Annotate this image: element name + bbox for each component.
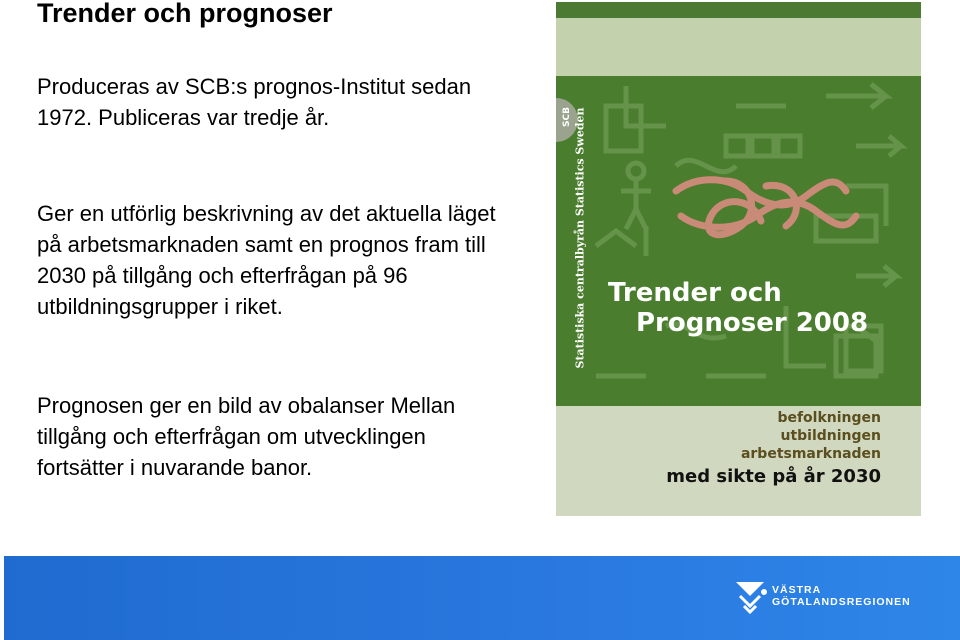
cover-title-line-2: Prognoser 2008 [636, 308, 869, 338]
cover-pattern-graphic [556, 76, 921, 406]
cover-top-band [556, 2, 921, 18]
logo-line-2: GÖTALANDSREGIONEN [772, 596, 911, 608]
cover-subtitle-2: utbildningen [780, 428, 881, 444]
cover-green-panel [556, 76, 921, 406]
logo-line-1: VÄSTRA [772, 584, 822, 596]
report-cover-image [556, 2, 921, 516]
cover-title [608, 278, 868, 338]
paragraph-imbalance: Prognosen ger en bild av obalanser Mellan tillgång och efterfrågan om utvecklingen fortsätter i nuvarande banor. [37, 393, 456, 480]
cover-subtitle-3: arbetsmarknaden [740, 446, 881, 462]
slide-title: Trender och prognoser [37, 0, 333, 28]
paragraph-producer: Produceras av SCB:s prognos-Institut sedan 1972. Publiceras var tredje år. [37, 74, 472, 130]
cover-publisher-text: Statistiska centralbyrån Statistics Sweden [573, 107, 587, 369]
paragraph-description: Ger en utförlig beskrivning av det aktuella läget på arbetsmarknaden samt en prognos fram till 2030 på tillgång och efterfrågan på 96 utbildningsgrupper i riket. [37, 201, 496, 319]
cover-bottom-panel [556, 406, 921, 516]
vastra-gotalandsregionen-logo-icon [734, 580, 770, 614]
logo-wordmark [772, 584, 911, 608]
cover-tagline: med sikte på år 2030 [666, 466, 881, 487]
cover-pale-band [556, 18, 921, 76]
cover-title-line-1: Trender och [608, 278, 782, 308]
scb-logo-text: SCB [561, 107, 572, 127]
cover-subtitle-1: befolkningen [777, 410, 881, 426]
